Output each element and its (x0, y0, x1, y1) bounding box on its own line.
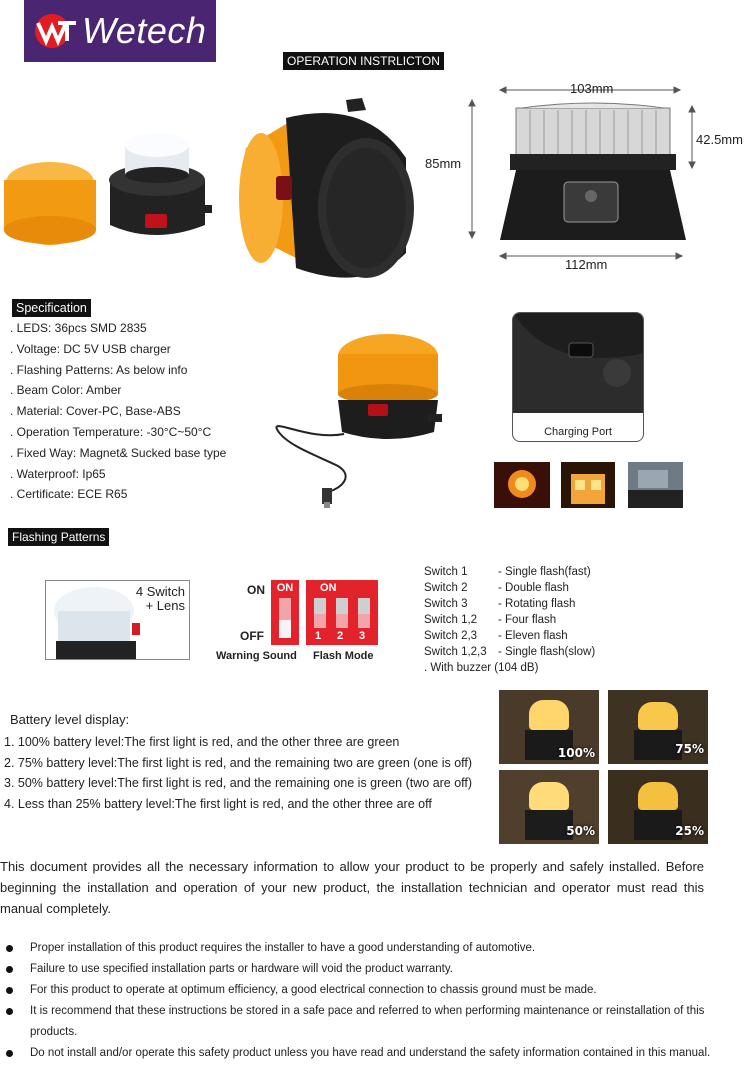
switch-value: - Rotating flash (498, 598, 576, 610)
scene-photo-truck (561, 462, 615, 508)
on-label: ON (247, 583, 265, 597)
switch-key: Switch 2 (424, 582, 468, 594)
battery-label-100: 100% (557, 746, 595, 760)
spec-item: . LEDS: 36pcs SMD 2835 (10, 321, 147, 335)
operation-title: OPERATION INSTRLICTON (283, 52, 444, 70)
charging-port-label: Charging Port (544, 426, 612, 438)
product-photo-open (0, 120, 222, 270)
buzzer-note: . With buzzer (104 dB) (424, 662, 539, 674)
charging-port-photo (513, 313, 644, 413)
battery-item: 3. 50% battery level:The first light is red, and the remaining one is green (two are off) (4, 776, 473, 790)
spec-item: . Flashing Patterns: As below info (10, 362, 188, 377)
switch-key: Switch 1 (424, 566, 468, 578)
switch-value: - Single flash(slow) (498, 646, 596, 658)
battery-photo-100 (499, 690, 599, 764)
warning-switch-on: ON (276, 582, 294, 594)
brand-logo (24, 0, 216, 62)
switch-key: Switch 1,2 (424, 614, 478, 626)
switch-key: Switch 3 (424, 598, 468, 610)
spec-item: . Waterproof: Ip65 (10, 466, 106, 481)
switch-key: Switch 2,3 (424, 630, 478, 642)
off-label: OFF (240, 629, 264, 643)
spec-item: . Operation Temperature: -30°C~50°C (10, 424, 212, 439)
switch-row (424, 564, 595, 580)
switch-row (424, 644, 595, 660)
note-item: Proper installation of this product requires the installer to have a good understanding of automotive. (0, 938, 720, 959)
battery-label-50: 50% (566, 824, 595, 838)
flash-mode-switch (306, 580, 378, 645)
battery-label-25: 25% (675, 824, 704, 838)
lens-label-line1: 4 Switch (135, 584, 185, 599)
switch-row (424, 612, 595, 628)
spec-item: . Fixed Way: Magnet& Sucked base type (10, 445, 227, 460)
switch-key: Switch 1,2,3 (424, 646, 487, 658)
spec-item: . Certificate: ECE R65 (10, 487, 128, 502)
lens-label-line2: + Lens (145, 598, 185, 613)
intro-paragraph: This document provides all the necessary information to allow your product to be properly and safely installed. Before beginning the installation and operation of your new product, the installation technician and operator must read this manual completely. (0, 859, 704, 916)
switch-number-3: 3 (359, 630, 366, 642)
product-photo-main (226, 88, 422, 298)
switch-value: - Single flash(fast) (498, 566, 591, 578)
battery-label-75: 75% (675, 742, 704, 756)
dim-top-label: 103mm (570, 81, 614, 96)
switch-pattern-list (424, 564, 595, 676)
battery-item: 1. 100% battery level:The first light is red, and the other three are green (4, 735, 400, 749)
note-item: For this product to operate at optimum efficiency, a good electrical connection to chassis ground must be made. (0, 980, 720, 1001)
scene-photo-night (494, 462, 550, 508)
specification-list (10, 318, 310, 505)
product-photo-cable (268, 316, 458, 508)
flash-switch-on: ON (320, 582, 337, 594)
flash-mode-label: Flash Mode (313, 650, 374, 662)
notes-list (0, 938, 720, 1064)
note-item: It is recommend that these instructions be stored in a safe pace and referred to when performing maintenance or reinstallation of this products. (0, 1001, 720, 1043)
flashing-title: Flashing Patterns (8, 528, 109, 546)
brand-mark-icon (32, 11, 78, 51)
specification-title: Specification (12, 299, 91, 317)
warning-sound-switch (271, 580, 299, 645)
dimension-drawing (460, 78, 750, 278)
battery-photo-50 (499, 770, 599, 844)
battery-item: 2. 75% battery level:The first light is red, and the remaining two are green (one is off) (4, 755, 473, 770)
battery-photo-75 (608, 690, 708, 764)
battery-photo-25 (608, 770, 708, 844)
dim-bottom-label: 112mm (565, 257, 608, 272)
spec-item: . Beam Color: Amber (10, 383, 122, 398)
note-item: Do not install and/or operate this safety product unless you have read and understand the safety information contained in this manual. (0, 1043, 720, 1064)
scene-photo-vehicle (628, 462, 683, 508)
switch-value: - Four flash (498, 614, 557, 626)
battery-list (4, 732, 472, 814)
warning-sound-label: Warning Sound (216, 650, 297, 662)
dim-lens-label: 42.5mm (696, 132, 743, 147)
dim-height-label: 85mm (425, 156, 462, 171)
spec-item: . Voltage: DC 5V USB charger (10, 341, 171, 356)
switch-value: - Eleven flash (498, 630, 568, 642)
switch-number-1: 1 (315, 630, 322, 642)
lens-switch-box (45, 580, 190, 660)
brand-name: Wetech (82, 10, 207, 51)
switch-row (424, 580, 595, 596)
battery-item: 4. Less than 25% battery level:The first light is red, and the other three are off (4, 796, 432, 811)
note-item: Failure to use specified installation parts or hardware will void the product warranty. (0, 959, 720, 980)
charging-port-box (512, 312, 644, 442)
switch-number-2: 2 (337, 630, 344, 642)
battery-title: Battery level display: (10, 712, 130, 727)
switch-row (424, 628, 595, 644)
spec-item: . Material: Cover-PC, Base-ABS (10, 404, 181, 419)
switch-row (424, 596, 595, 612)
switch-value: - Double flash (498, 582, 569, 594)
